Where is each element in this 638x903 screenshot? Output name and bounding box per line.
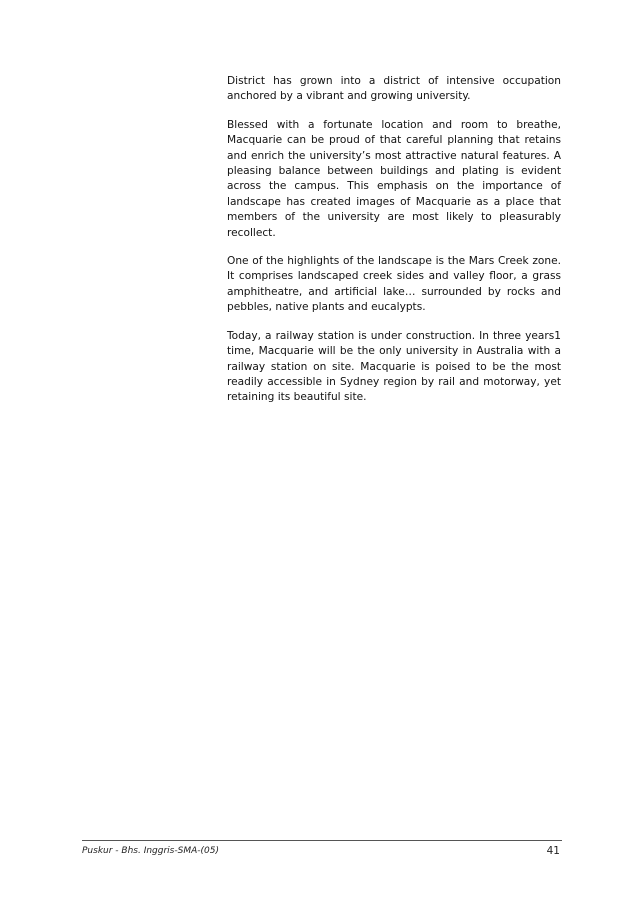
paragraph-mars-creek: One of the highlights of the landscape is the Mars Creek zone. It comprises landscaped creek sides and valley floor, a grass amphitheatre, and artificial lake… surrounded by rocks and pebbles, native plants and eucalypts. [227, 255, 561, 314]
page-number: 41 [546, 845, 560, 857]
body-text-column [227, 74, 561, 419]
paragraph-railway: Today, a railway station is under construction. In three years1 time, Macquarie will be the only university in Australia with a railway station on site. Macquarie is poised to be the most readily accessible in Sydney region by rail and motorway, yet retaining its beautiful site. [227, 329, 561, 404]
paragraph-blessed: Blessed with a fortunate location and room to breathe, Macquarie can be proud of that careful planning that retains and enrich the university’s most attractive natural features. A pleasing balance between buildings and plating is evident across the campus. This emphasis on the importance of landscape has created images of Macquarie as a place that members of the university are most likely to pleasurably recollect. [227, 118, 561, 239]
footer-source: Puskur - Bhs. Inggris-SMA-(05) [82, 846, 219, 856]
page-footer [82, 840, 562, 861]
paragraph-district: District has grown into a district of intensive occupation anchored by a vibrant and growing university. [227, 75, 561, 103]
